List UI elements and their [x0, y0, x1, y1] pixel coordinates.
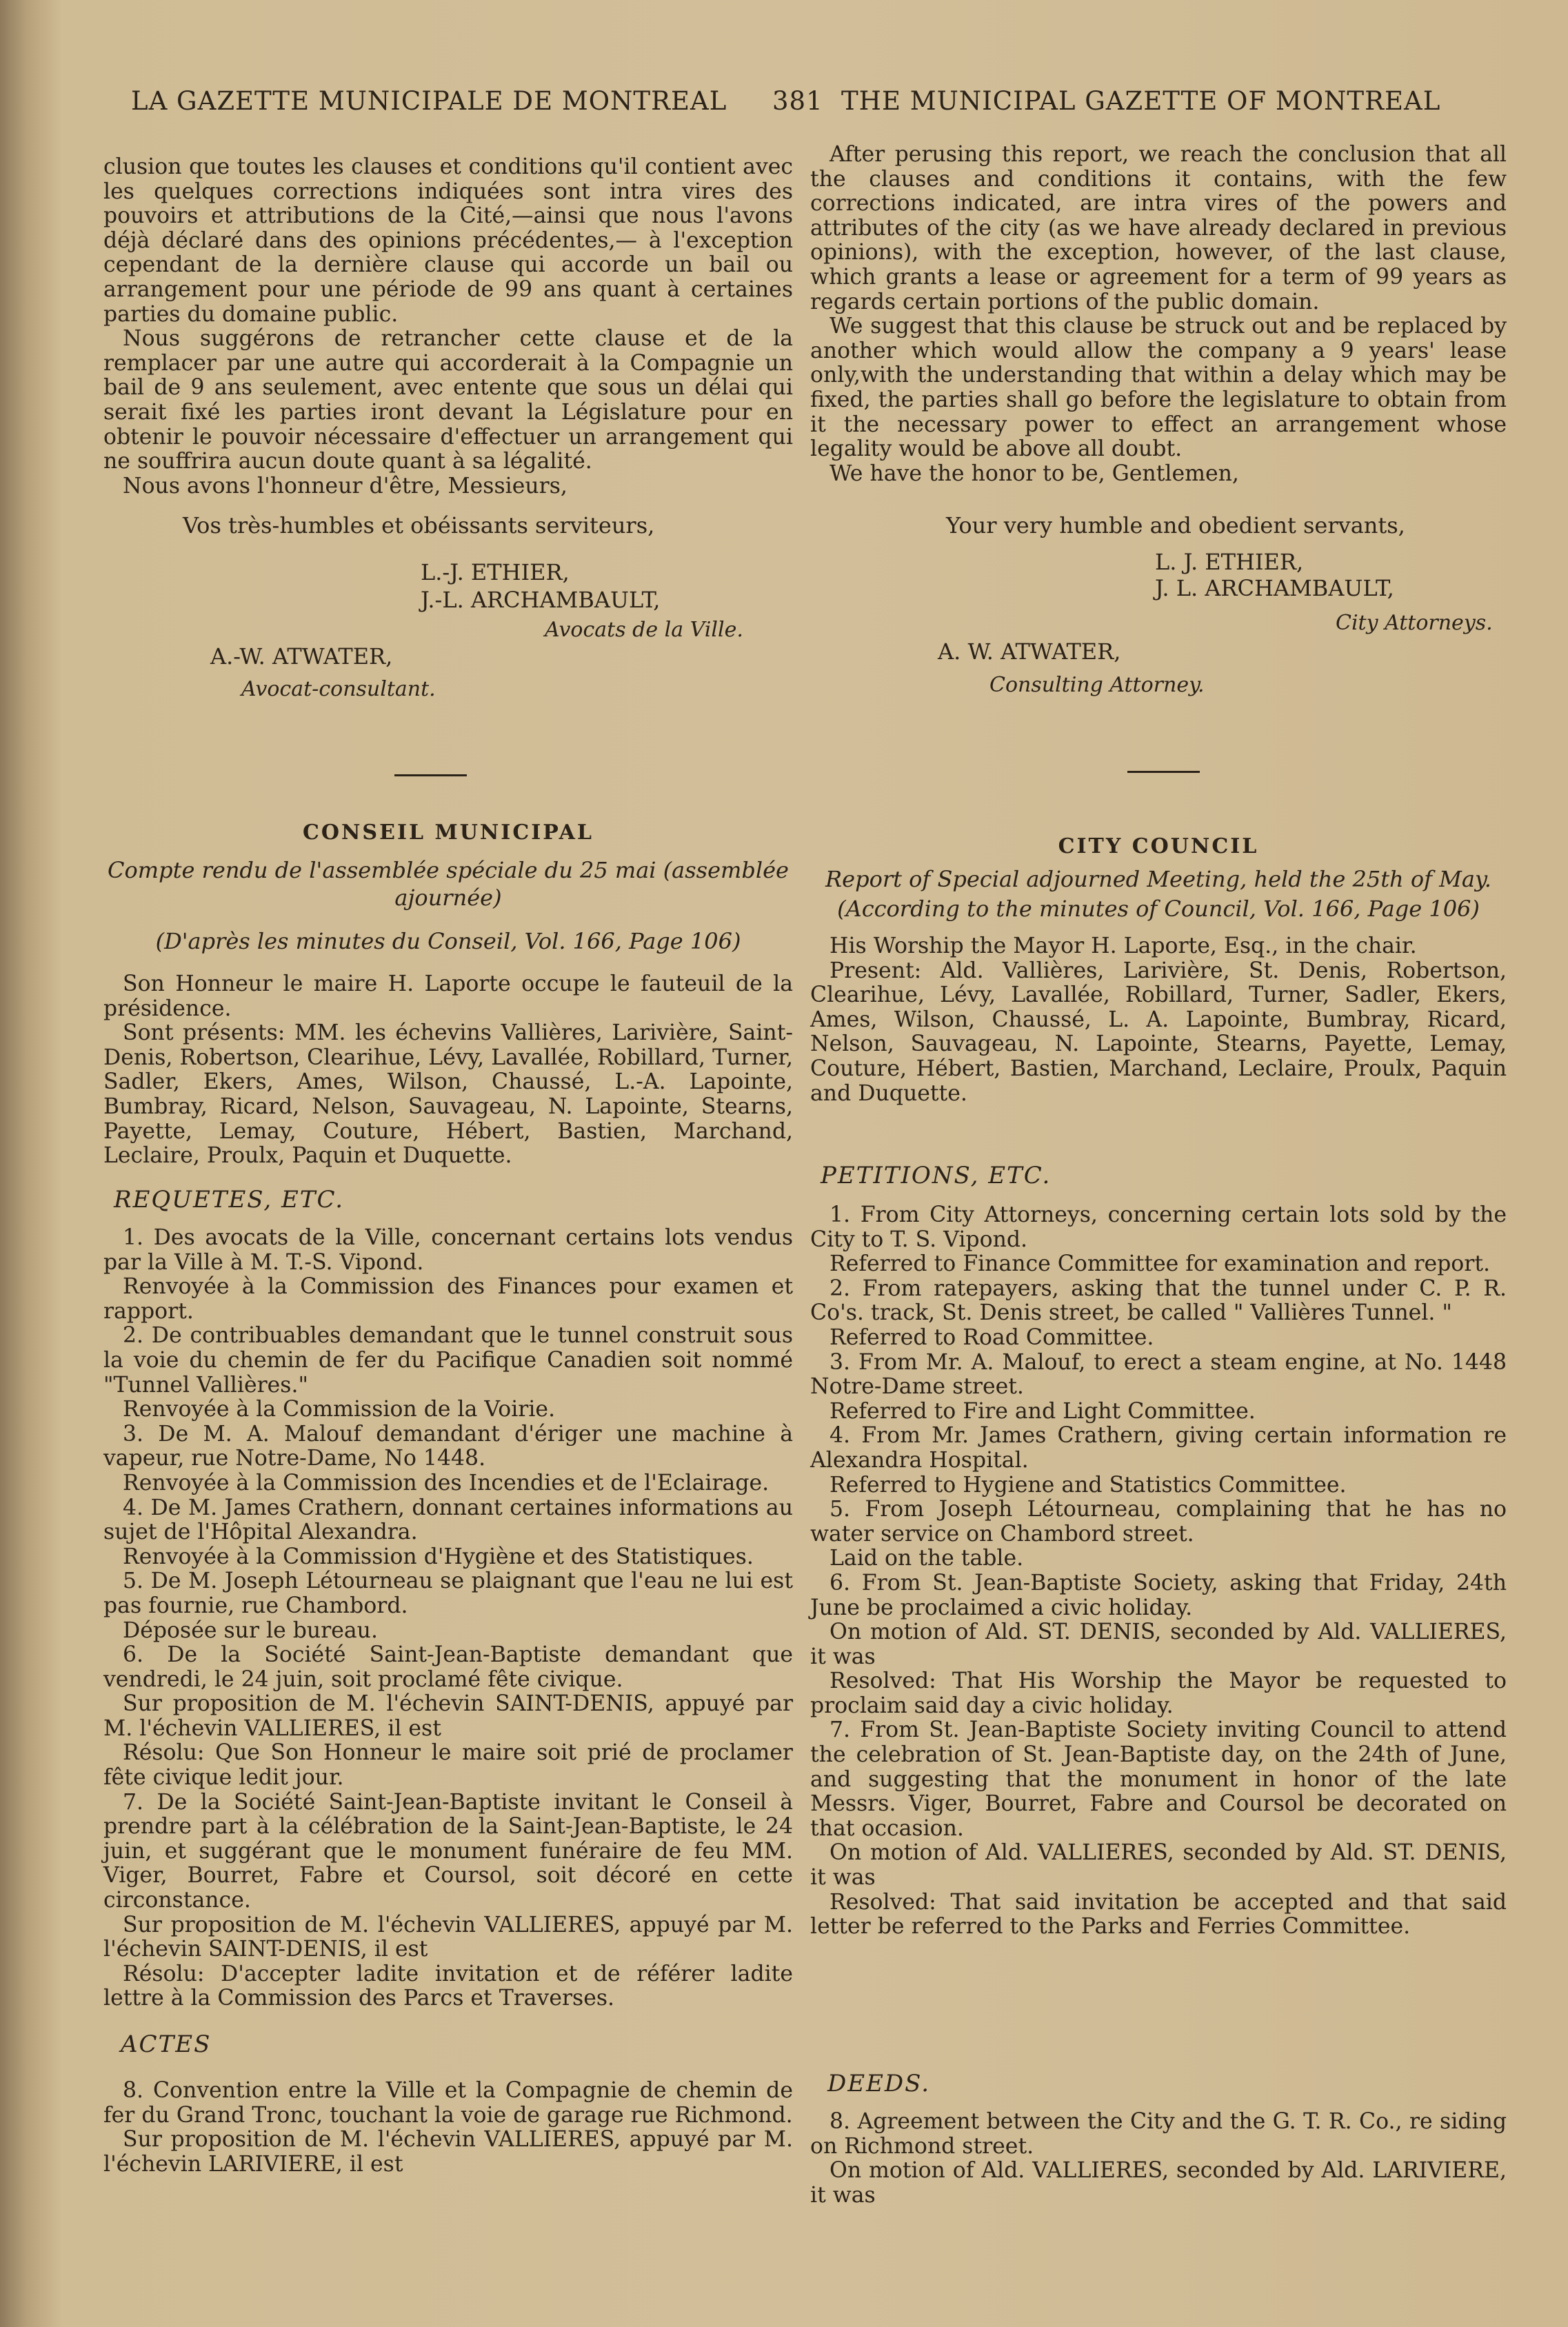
fr-actes-list	[103, 2079, 793, 2177]
header-french-title: LA GAZETTE MUNICIPALE DE MONTREAL	[131, 86, 727, 116]
fr-signature-title: Avocats de la Ville.	[545, 618, 743, 642]
en-letter-body	[810, 143, 1507, 486]
fr-signature-ethier: L.-J. ETHIER,	[421, 559, 570, 585]
fr-requete-item: Sur proposition de M. l'échevin SAINT-DENIS, appuyé par M. l'échevin VALLIERES, il est	[103, 1691, 793, 1741]
fr-council-subtitle: Compte rendu de l'assemblée spéciale du 25 mai (assemblée ajournée)	[108, 857, 789, 911]
fr-requete-item: Résolu: D'accepter ladite invitation et de référer ladite lettre à la Commission des Parcs et Traverses.	[103, 1961, 793, 2011]
fr-closing: Vos très-humbles et obéissants serviteurs,	[183, 512, 655, 538]
fr-council-heading: CONSEIL MUNICIPAL	[302, 820, 594, 845]
en-closing: Your very humble and obedient servants,	[946, 512, 1405, 538]
fr-intro-paragraph: Sont présents: MM. les échevins Vallières, Larivière, Saint-Denis, Robertson, Clearihue, Lévy, Lavallée, Robillard, Turner, Sadler, Ekers, Ames, Wilson, Chaussé, L.-A. Lapointe, Bumbray, Ricard, Nelson, Sauvageau, N. Lapointe, Stearns, Payette, Lemay, Couture, Hébert, Bastien, Marchand, Leclaire, Proulx, Paquin et Duquette.	[103, 1020, 793, 1169]
en-petition-item: Laid on the table.	[830, 1546, 1024, 1571]
fr-section-actes: ACTES	[121, 2031, 212, 2058]
en-petition-item: Referred to Hygiene and Statistics Committee.	[830, 1472, 1347, 1498]
en-council-subtitle: Report of Special adjourned Meeting, held the 25th of May.	[825, 866, 1491, 892]
en-petition-item: Resolved: That His Worship the Mayor be requested to proclaim said day a civic holiday.	[810, 1669, 1507, 1718]
en-petition-item: On motion of Ald. VALLIERES, seconded by Ald. ST. DENIS, it was	[810, 1840, 1507, 1891]
fr-signature-atwater: A.-W. ATWATER,	[210, 643, 393, 669]
en-letter-paragraph: After perusing this report, we reach the conclusion that all the clauses and conditions it contains, with the few corrections indicated, are intra vires of the powers and attributes of the city (as we have already declared in previous opinions), with the exception, however, of the last clause, which grants a lease or agreement for a term of 99 years as regards certain portions of the public domain.	[810, 142, 1507, 314]
fr-requete-item: Résolu: Que Son Honneur le maire soit prié de proclamer fête civique ledit jour.	[103, 1740, 793, 1791]
en-petition-item: Resolved: That said invitation be accepted and that said letter be referred to the Parks and Ferries Committee.	[810, 1889, 1507, 1940]
en-council-source: (According to the minutes of Council, Vol. 166, Page 106)	[837, 896, 1480, 922]
en-petition-item: Referred to Fire and Light Committee.	[830, 1398, 1256, 1424]
fr-requete-item: 5. De M. Joseph Létourneau se plaignant que l'eau ne lui est pas fournie, rue Chambord.	[103, 1569, 793, 1618]
en-petition-item: 6. From St. Jean-Baptiste Society, asking that Friday, 24th June be proclaimed a civic holiday.	[810, 1570, 1507, 1620]
fr-acte-item: Sur proposition de M. l'échevin VALLIERES, appuyé par M. l'échevin LARIVIERE, il est	[103, 2127, 793, 2177]
page-header	[131, 79, 1476, 128]
fr-letter-paragraph: Nous avons l'honneur d'être, Messieurs,	[123, 473, 567, 498]
en-letter-paragraph: We have the honor to be, Gentlemen,	[830, 461, 1239, 486]
en-petitions-list	[810, 1203, 1507, 1940]
fr-requete-item: Renvoyée à la Commission des Finances pour examen et rapport.	[103, 1274, 793, 1324]
fr-requete-item: 4. De M. James Crathern, donnant certaines informations au sujet de l'Hôpital Alexandra.	[103, 1495, 793, 1545]
fr-requete-item: 1. Des avocats de la Ville, concernant certains lots vendus par la Ville à M. T.-S. Vipond.	[103, 1225, 793, 1275]
fr-requete-item: Sur proposition de M. l'échevin VALLIERES, appuyé par M. l'échevin SAINT-DENIS, il est	[103, 1912, 793, 1962]
fr-section-requetes: REQUETES, ETC.	[114, 1186, 345, 1213]
en-signature-archambault: J. L. ARCHAMBAULT,	[1155, 575, 1394, 601]
fr-intro-paragraph: Son Honneur le maire H. Laporte occupe le fauteuil de la présidence.	[103, 971, 793, 1021]
en-petition-item: Referred to Finance Committee for examination and report.	[830, 1251, 1490, 1277]
fr-signature-atwater-title: Avocat-consultant.	[241, 677, 436, 701]
en-council-intro	[810, 934, 1507, 1106]
en-signature-ethier: L. J. ETHIER,	[1155, 549, 1304, 575]
en-signature-atwater-title: Consulting Attorney.	[989, 673, 1205, 697]
en-section-petitions: PETITIONS, ETC.	[821, 1162, 1052, 1189]
fr-requete-item: 2. De contribuables demandant que le tunnel construit sous la voie du chemin de fer du Pacifique Canadien soit nommé "Tunnel Vallières."	[103, 1323, 793, 1398]
fr-requete-item: 7. De la Société Saint-Jean-Baptiste invitant le Conseil à prendre part à la célébration de la Saint-Jean-Baptiste, le 24 juin, et suggérant que le monument funéraire de feu MM. Viger, Bourret, Fabre et Coursol, soit décoré en cette circonstance.	[103, 1789, 793, 1913]
en-section-deeds: DEEDS.	[827, 2070, 931, 2097]
en-petition-item: On motion of Ald. ST. DENIS, seconded by Ald. VALLIERES, it was	[810, 1620, 1507, 1669]
en-petition-item: 5. From Joseph Létourneau, complaining that he has no water service on Chambord street.	[810, 1497, 1507, 1547]
en-petition-item: 4. From Mr. James Crathern, giving certain information re Alexandra Hospital.	[810, 1423, 1507, 1473]
fr-letter-paragraph: Nous suggérons de retrancher cette clause et de la remplacer par une autre qui accorderait à la Compagnie un bail de 9 ans seulement, avec entente que sous un délai qui serait fixé les parties iront devant la Législature pour en obtenir le pouvoir nécessaire d'effectuer un arrangement qui ne souffrira aucun doute quant à sa légalité.	[103, 326, 793, 474]
en-signature-atwater: A. W. ATWATER,	[938, 638, 1121, 665]
en-deed-item: On motion of Ald. VALLIERES, seconded by Ald. LARIVIERE, it was	[810, 2158, 1507, 2208]
en-petition-item: 1. From City Attorneys, concerning certain lots sold by the City to T. S. Vipond.	[810, 1202, 1507, 1252]
fr-section-divider	[394, 774, 467, 776]
fr-requete-item: Renvoyée à la Commission des Incendies et de l'Eclairage.	[123, 1470, 770, 1495]
fr-acte-item: 8. Convention entre la Ville et la Compagnie de chemin de fer du Grand Tronc, touchant la voie de garage rue Richmond.	[103, 2078, 793, 2128]
fr-council-source: (D'après les minutes du Conseil, Vol. 166, Page 106)	[155, 928, 741, 954]
en-intro-paragraph: His Worship the Mayor H. Laporte, Esq., in the chair.	[830, 934, 1417, 958]
en-petition-item: 3. From Mr. A. Malouf, to erect a steam engine, at No. 1448 Notre-Dame street.	[810, 1349, 1507, 1400]
en-deed-item: 8. Agreement between the City and the G. T. R. Co., re siding on Richmond street.	[810, 2109, 1507, 2159]
fr-signature-archambault: J.-L. ARCHAMBAULT,	[421, 587, 661, 613]
en-signature-title: City Attorneys.	[1336, 611, 1493, 635]
en-letter-paragraph: We suggest that this clause be struck out and be replaced by another which would allow the company a 9 years' lease only,with the understanding that within a delay which may be fixed, the parties shall go before the legislature to obtain from it the necessary power to effect an arrangement whose legality would be above all doubt.	[810, 314, 1507, 462]
en-section-divider	[1127, 771, 1200, 773]
fr-council-intro	[103, 972, 793, 1169]
en-deeds-list	[810, 2110, 1507, 2208]
fr-requete-item: Renvoyée à la Commission d'Hygiène et des Statistiques.	[123, 1544, 754, 1569]
fr-requete-item: 3. De M. A. Malouf demandant d'ériger une machine à vapeur, rue Notre-Dame, No 1448.	[103, 1421, 793, 1471]
en-petition-item: 2. From ratepayers, asking that the tunnel under C. P. R. Co's. track, St. Denis street, be called " Vallières Tunnel. "	[810, 1276, 1507, 1326]
en-intro-paragraph: Present: Ald. Vallières, Larivière, St. Denis, Robertson, Clearihue, Lévy, Lavallée, Robillard, Turner, Sadler, Ekers, Ames, Wilson, Chaussé, L. A. Lapointe, Bumbray, Ricard, Nelson, Sauvageau, N. Lapointe, Stearns, Payette, Lemay, Couture, Hébert, Bastien, Marchand, Leclaire, Proulx, Paquin and Duquette.	[810, 958, 1507, 1106]
en-petition-item: Referred to Road Committee.	[830, 1324, 1154, 1350]
page-number: 381	[772, 86, 823, 116]
en-petition-item: 7. From St. Jean-Baptiste Society inviting Council to attend the celebration of St. Jean-Baptiste day, on the 24th of June, and suggesting that the monument in honor of the late Messrs. Viger, Bourret, Fabre and Coursol be decorated on that occasion.	[810, 1717, 1507, 1841]
fr-requete-item: Renvoyée à la Commission de la Voirie.	[123, 1397, 556, 1422]
fr-letter-body	[103, 155, 793, 498]
fr-letter-paragraph: clusion que toutes les clauses et conditions qu'il contient avec les quelques corrections indiquées sont intra vires des pouvoirs et attributions de la Cité,—ainsi que nous l'avons déjà déclaré dans des opinions précédentes,— à l'exception cependant de la dernière clause qui accorde un bail ou arrangement pour une période de 99 ans quant à certaines parties du domaine public.	[103, 154, 793, 327]
en-council-heading: CITY COUNCIL	[1058, 834, 1259, 858]
fr-requete-item: Déposée sur le bureau.	[123, 1618, 378, 1643]
fr-requetes-list	[103, 1226, 793, 2011]
header-english-title: THE MUNICIPAL GAZETTE OF MONTREAL	[841, 86, 1441, 116]
fr-requete-item: 6. De la Société Saint-Jean-Baptiste demandant que vendredi, le 24 juin, soit proclamé fête civique.	[103, 1642, 793, 1692]
